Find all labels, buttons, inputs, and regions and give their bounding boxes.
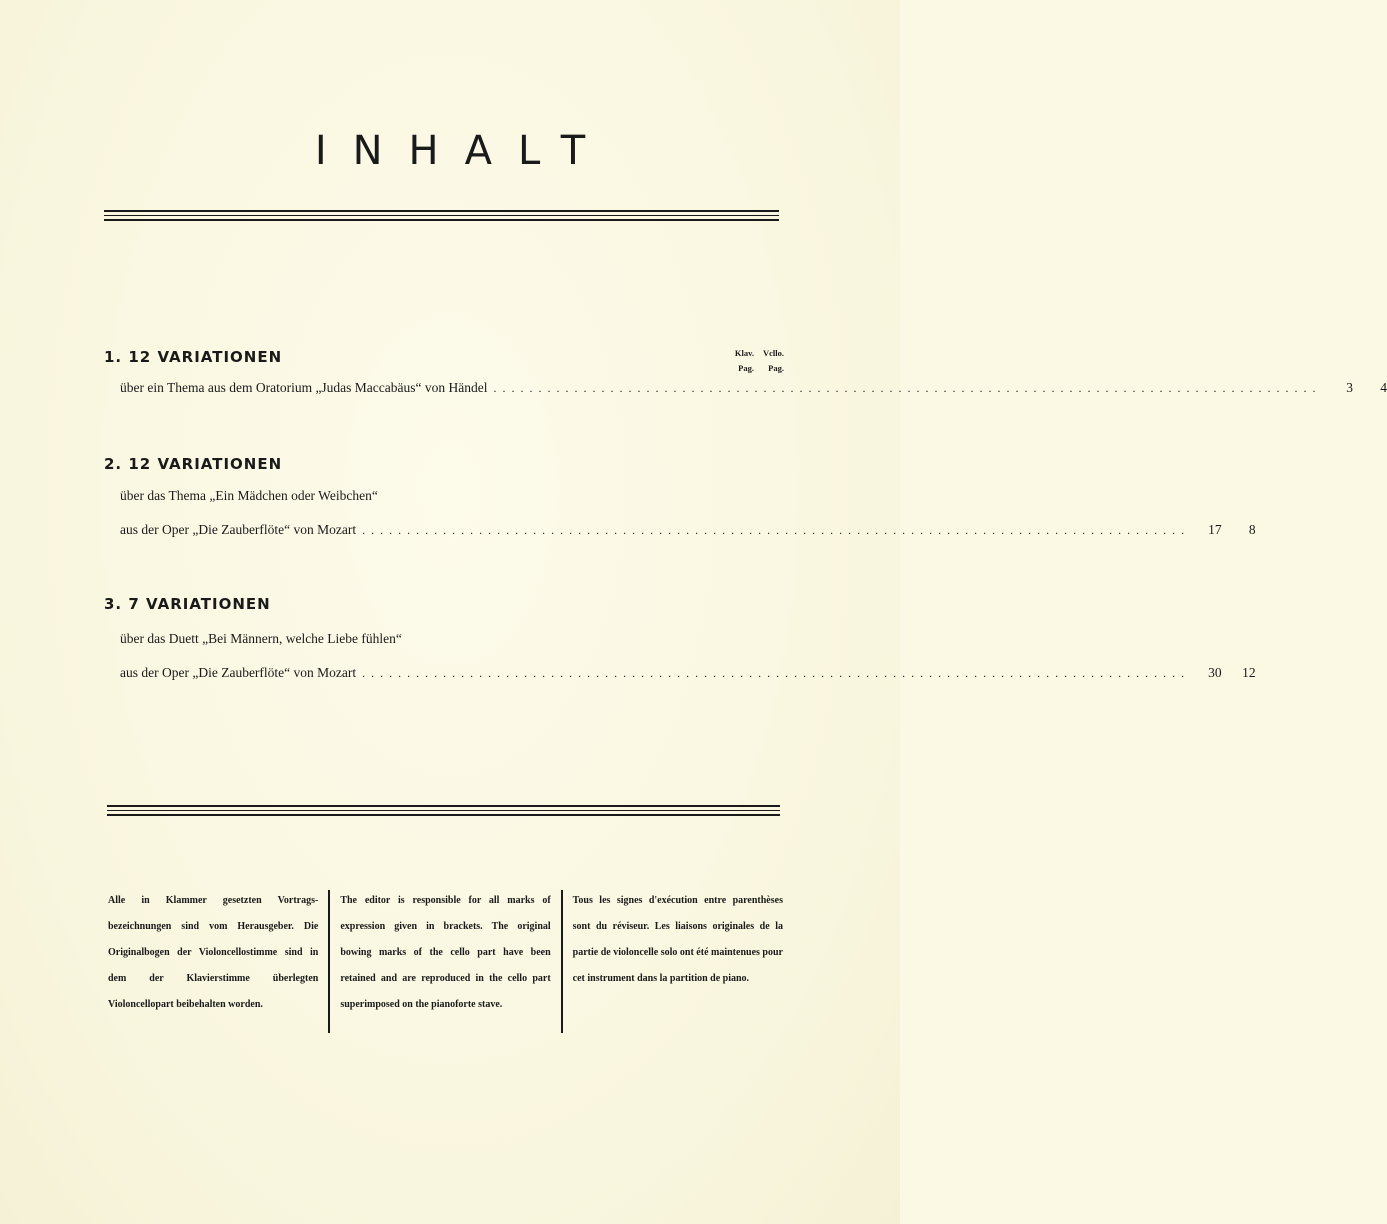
entry-subtitle: über ein Thema aus dem Oratorium „Judas Maccabäus“ von Händel	[120, 380, 488, 395]
vcllo-page-number: 4	[1380, 380, 1387, 395]
toc-entry-2[interactable]	[104, 453, 1256, 540]
rule-line	[104, 210, 779, 212]
note-french: Tous les signes d'exécution entre parenthèses sont du réviseur. Les liaisons originales de la partie de violoncelle solo ont été maintenues pour cet instrument dans la partition de piano.	[572, 895, 783, 984]
entry-heading: 3. 7 VARIATIONEN	[104, 595, 271, 613]
klav-page-number: 30	[1208, 665, 1222, 680]
entry-subtitle-cont: aus der Oper „Die Zauberflöte“ von Mozart	[120, 665, 357, 680]
editorial-notes	[108, 888, 783, 1033]
page-title: INHALT	[314, 128, 612, 174]
entry-line	[104, 378, 1387, 398]
entry-heading: 1. 12 VARIATIONEN	[104, 348, 283, 366]
vcllo-page-number: 8	[1248, 522, 1256, 537]
rule-line	[107, 805, 780, 807]
entry-heading: 2. 12 VARIATIONEN	[104, 455, 283, 473]
entry-subtitle-cont: aus der Oper „Die Zauberflöte“ von Mozart	[120, 522, 357, 537]
klav-column-label: Klav.	[734, 348, 754, 358]
vcllo-pag-label: Pag.	[768, 363, 784, 373]
leader-dots: . . . . . . . . . . . . . . . . . . . . . . . . . . . . . . . . . . . . . . . . . . . . . . . . . . . . . . . . . . . . . . . . . . . . . . . . . . . . . . . . . . . . . . . . . . . .	[362, 523, 1186, 537]
klav-page-number: 3	[1346, 380, 1353, 395]
leader-dots: . . . . . . . . . . . . . . . . . . . . . . . . . . . . . . . . . . . . . . . . . . . . . . . . . . . . . . . . . . . . . . . . . . . . . . . . . . . . . . . . . . . . . . . . . . . .	[362, 666, 1186, 680]
toc-entry-3[interactable]	[104, 593, 1256, 683]
entry-subtitle: über das Duett „Bei Männern, welche Liebe fühlen“	[120, 631, 402, 646]
rule-line	[107, 810, 780, 811]
entry-line	[104, 663, 1256, 683]
bottom-double-rule	[107, 805, 780, 819]
vcllo-page-number: 12	[1242, 665, 1256, 680]
klav-pag-label: Pag.	[738, 363, 754, 373]
rule-line	[104, 219, 779, 221]
entry-line	[104, 520, 1256, 540]
entry-subtitle: über das Thema „Ein Mädchen oder Weibchen“	[120, 488, 378, 503]
vcllo-column-label: Vcllo.	[762, 348, 784, 358]
rule-line	[104, 215, 779, 216]
note-english: The editor is responsible for all marks of expression given in brackets. The original bowing marks of the cello part have been retained and are reproduced in the cello part superimposed on the pianoforte stave.	[340, 895, 551, 1010]
leader-dots: . . . . . . . . . . . . . . . . . . . . . . . . . . . . . . . . . . . . . . . . . . . . . . . . . . . . . . . . . . . . . . . . . . . . . . . . . . . . . . . . . . . . . . . . . . . .	[493, 381, 1317, 395]
klav-page-number: 17	[1208, 522, 1222, 537]
rule-line	[107, 814, 780, 816]
toc-entry-1[interactable]	[104, 346, 1387, 398]
note-german: Alle in Klammer gesetzten Vortragsbezeichnungen sind vom Herausgeber. Die Originalbogen der Violoncellostimme sind in dem der Klavierstimme überlegten Violoncellopart beibehalten worden.	[108, 895, 319, 1010]
top-double-rule	[104, 210, 779, 224]
